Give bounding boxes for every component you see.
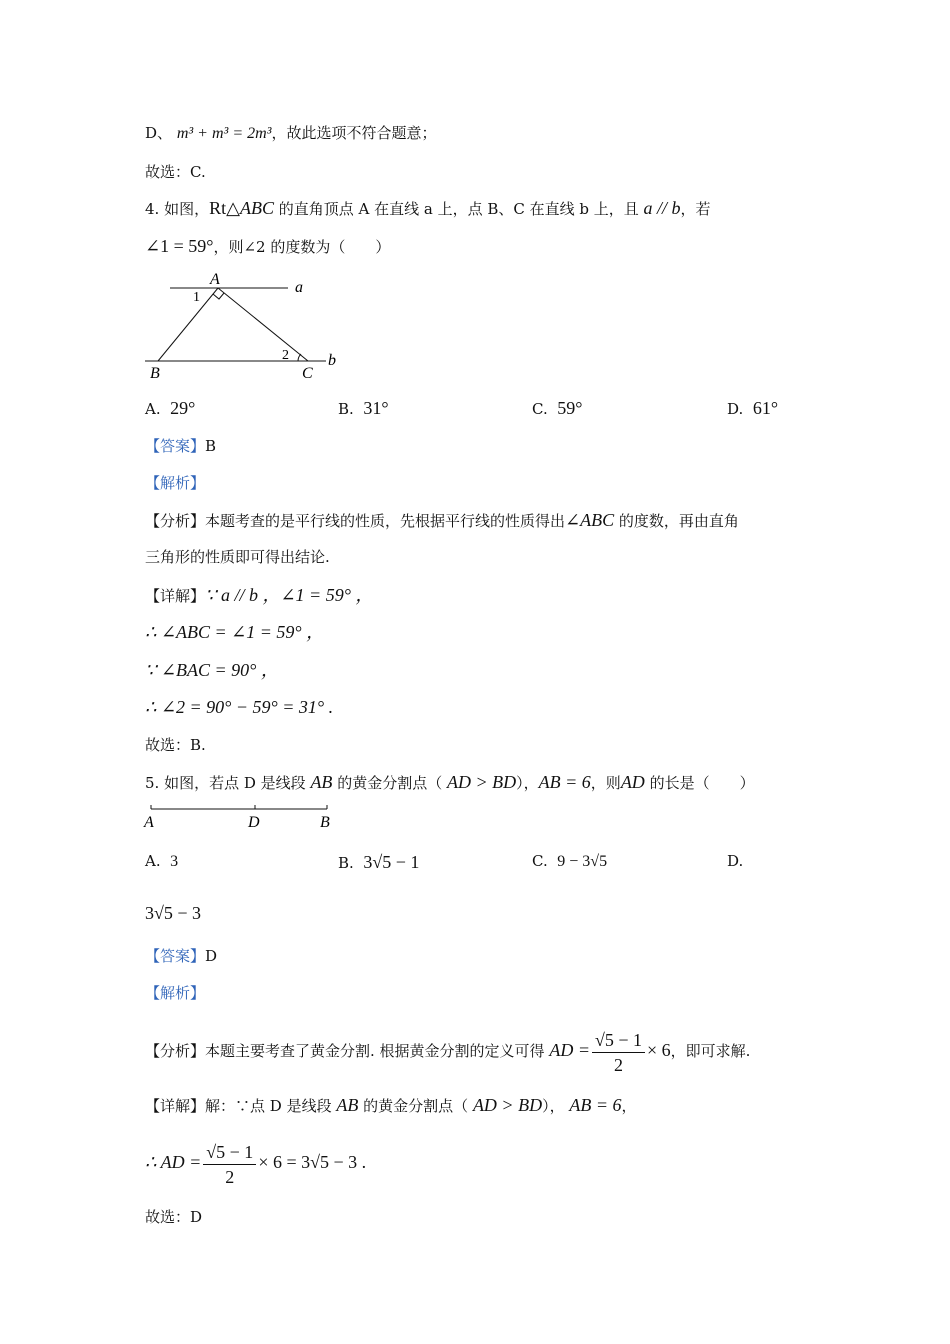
- q4-fenxi-line2: 三角形的性质即可得出结论.: [145, 548, 330, 566]
- q5-fenxi: 【分析】本题主要考查了黄金分割. 根据黄金分割的定义可得 AD = $\frac{√5 - 1}{2}$ × 6，即可求解.: [145, 1029, 751, 1075]
- q4-option-c[interactable]: C. 59°: [532, 398, 583, 418]
- q4-fenxi-line1: 【分析】本题考查的是平行线的性质，先根据平行线的性质得出∠ABC 的度数，再由直角: [145, 510, 739, 530]
- q5-option-a[interactable]: A. 3: [145, 852, 179, 870]
- q5-option-b[interactable]: B. 3√5 − 1: [338, 852, 420, 872]
- q4-stem-line2: ∠1 = 59°，则∠2 的度数为（ ）: [145, 236, 391, 256]
- q4-answer: 【答案】B: [145, 437, 217, 455]
- q5-result: ∴ AD = $\frac{√5 - 1}{2}$ × 6 = 3√5 − 3 .: [145, 1141, 367, 1187]
- q4-step4: ∴ ∠2 = 90° − 59° = 31° .: [145, 697, 334, 717]
- q3-option-d: D、 m³ + m³ = 2m³，故此选项不符合题意；: [145, 124, 437, 142]
- q4-option-d[interactable]: D. 61°: [727, 398, 779, 418]
- label-B: B: [320, 814, 330, 831]
- right-angle-mark: [213, 293, 224, 299]
- side-ab: [158, 288, 218, 361]
- golden-fraction-result: $\frac{√5 - 1}{2}$: [203, 1141, 256, 1188]
- golden-fraction: $\frac{√5 - 1}{2}$: [592, 1029, 645, 1076]
- side-ac: [218, 288, 308, 361]
- q4-answer-choice: 故选：B.: [145, 736, 206, 754]
- q4-analysis-tag: 【解析】: [145, 474, 206, 492]
- q5-answer: 【答案】D: [145, 947, 218, 965]
- q4-option-a[interactable]: A. 29°: [145, 398, 196, 418]
- q5-answer-choice: 故选：D: [145, 1208, 203, 1226]
- label-2: 2: [282, 348, 289, 363]
- q4-option-b[interactable]: B. 31°: [338, 398, 389, 418]
- q4-xiangjie-step1: 【详解】∵ a // b ，∠1 = 59° ，: [145, 585, 374, 605]
- label-b: b: [328, 352, 336, 369]
- angle-2-arc: [298, 354, 301, 361]
- label-a: a: [295, 279, 303, 296]
- q4-stem-line1: 4. 如图，Rt△ABC 的直角顶点 A 在直线 a 上，点 B、C 在直线 b 上，且 a // b，若: [145, 198, 711, 218]
- label-B: B: [150, 365, 160, 382]
- q5-option-d-value: 3√5 − 3: [145, 903, 202, 923]
- label-A: A: [210, 271, 220, 288]
- q4-step3: ∵ ∠BAC = 90° ，: [145, 660, 279, 680]
- label-A: A: [144, 814, 154, 831]
- q4-triangle-figure: [140, 268, 350, 383]
- label-D: D: [248, 814, 260, 831]
- label-1: 1: [193, 290, 200, 305]
- q3-answer-choice: 故选：C.: [145, 163, 206, 181]
- label-C: C: [302, 365, 313, 382]
- q5-segment-figure: [140, 800, 340, 832]
- q5-option-d[interactable]: D.: [727, 852, 744, 870]
- q5-analysis-tag: 【解析】: [145, 984, 206, 1002]
- q5-stem: 5. 如图，若点 D 是线段 AB 的黄金分割点（ AD > BD），AB = 6，则AD 的长是（ ）: [145, 772, 755, 792]
- q5-option-c[interactable]: C. 9 − 3√5: [532, 852, 608, 870]
- q4-step2: ∴ ∠ABC = ∠1 = 59° ，: [145, 622, 325, 642]
- q5-xiangjie: 【详解】解：∵点 D 是线段 AB 的黄金分割点（ AD > BD）， AB = 6，: [145, 1095, 637, 1115]
